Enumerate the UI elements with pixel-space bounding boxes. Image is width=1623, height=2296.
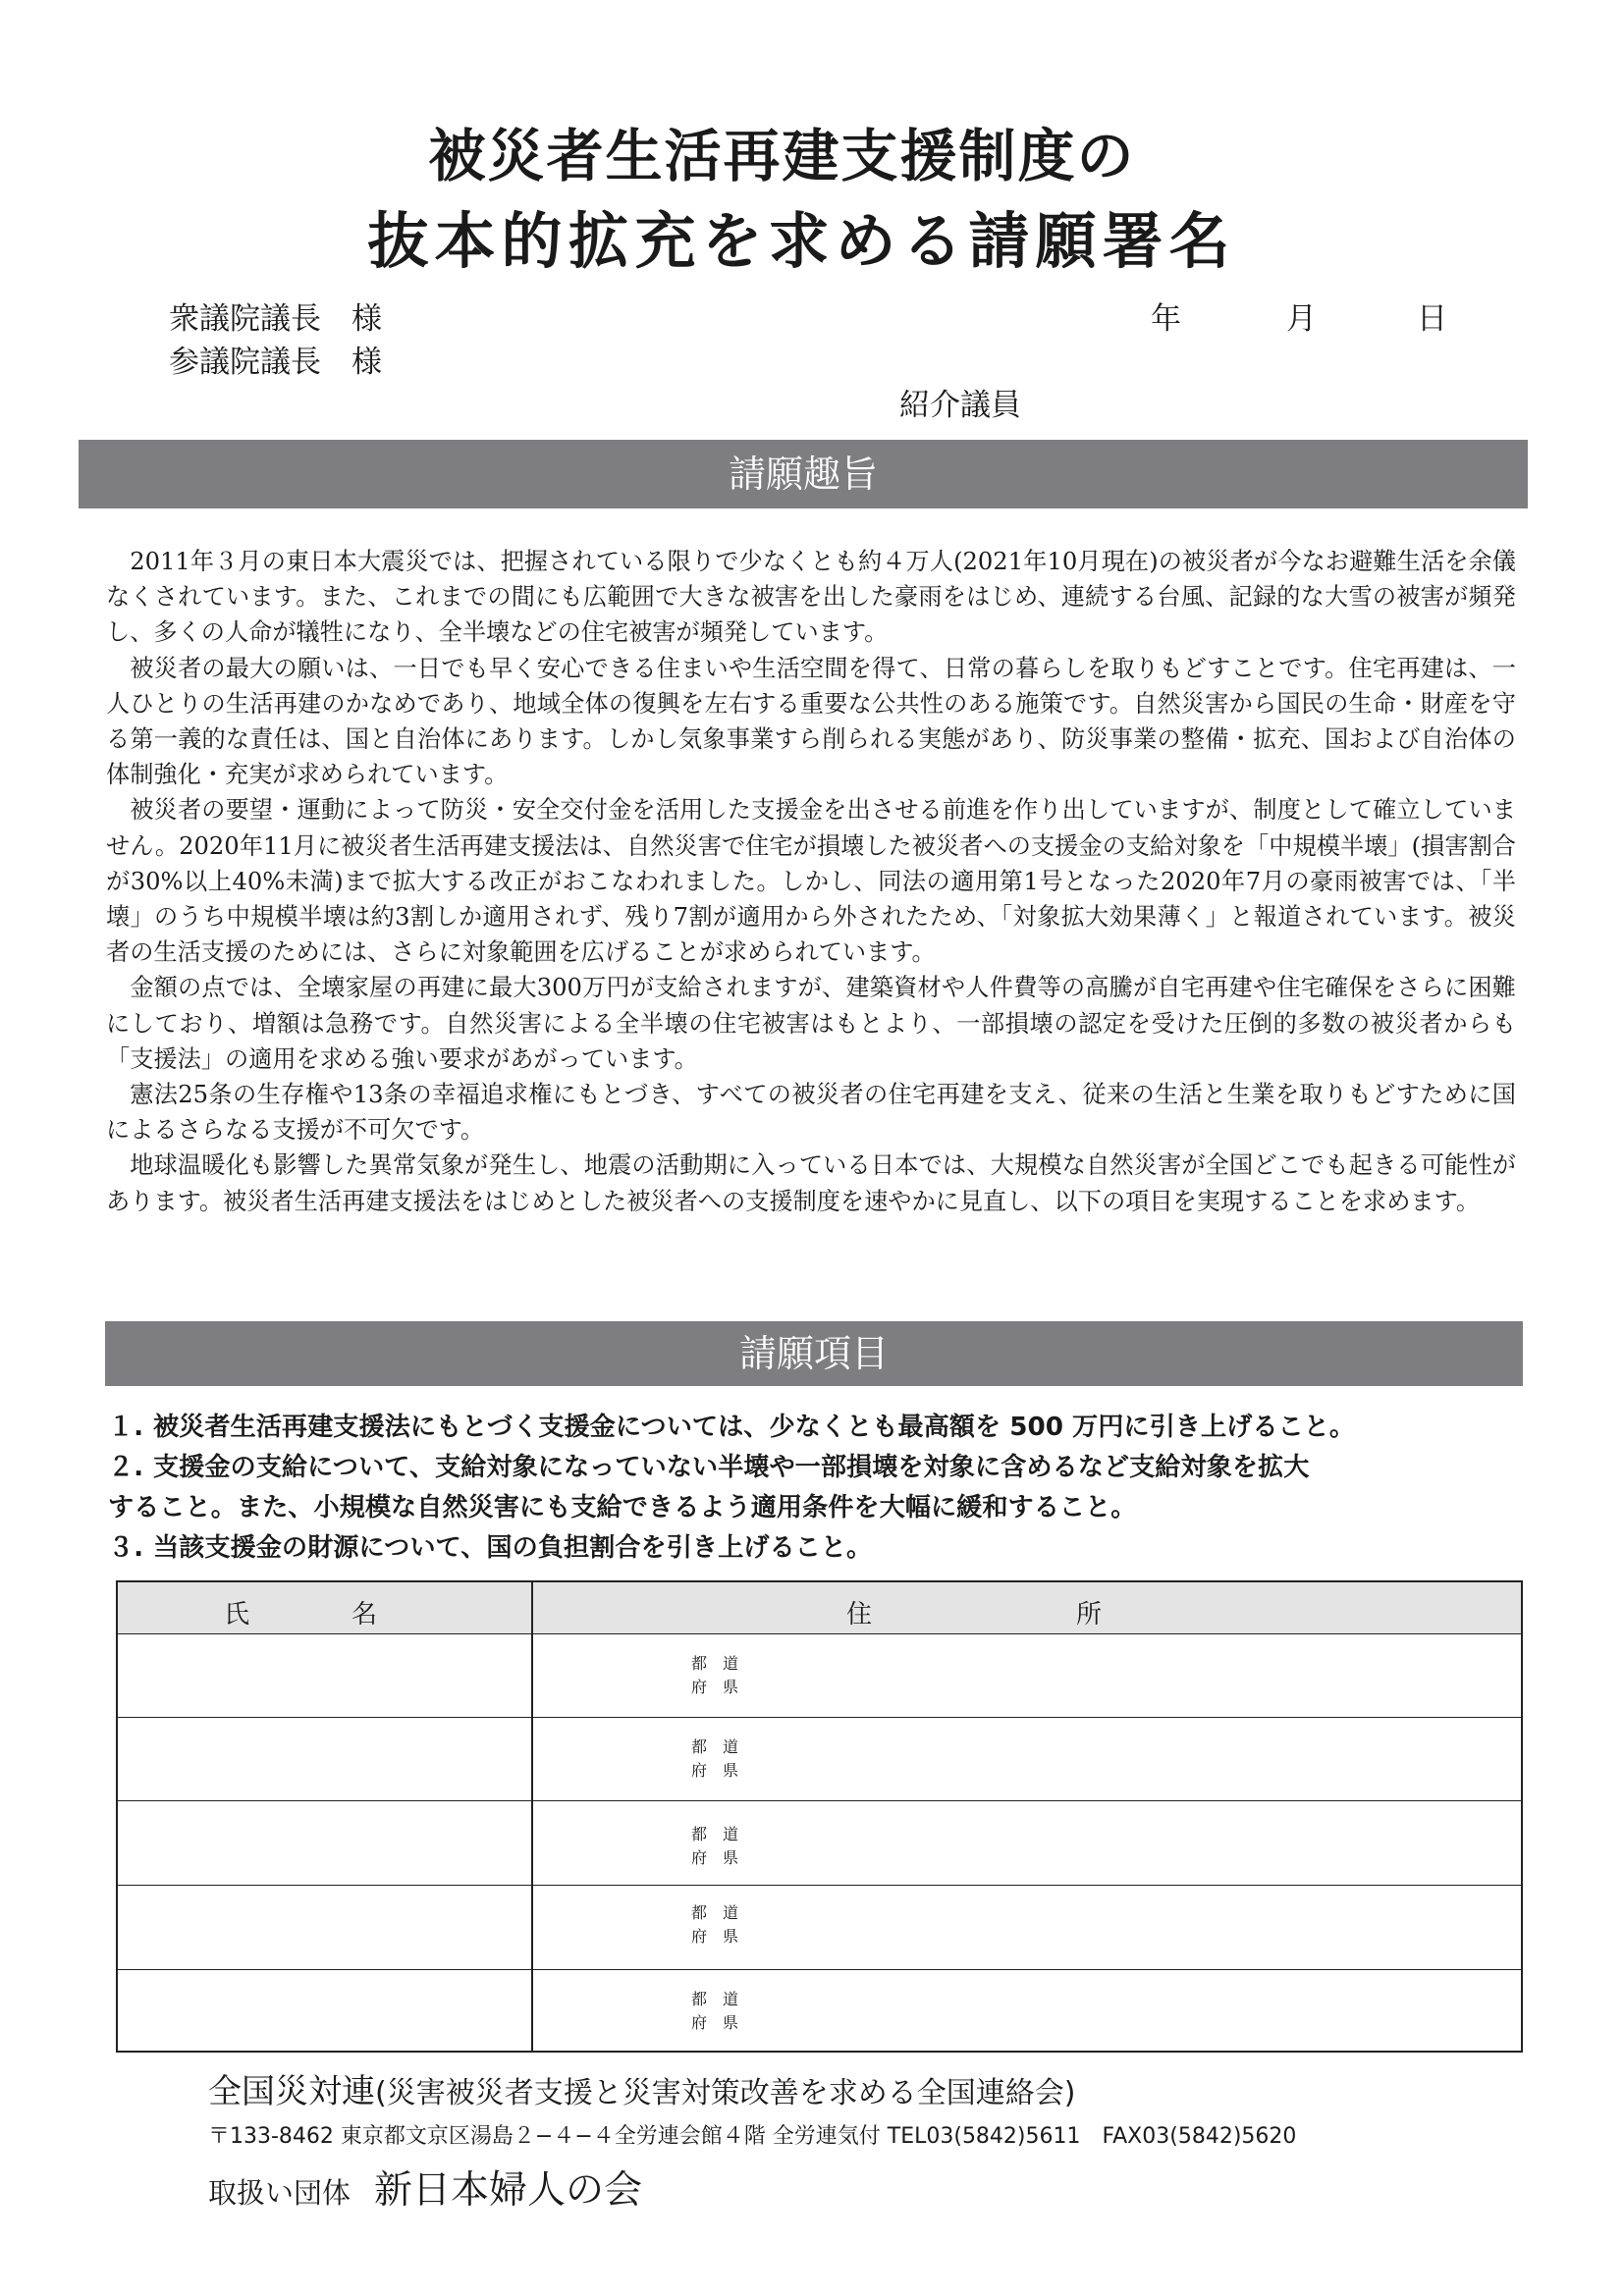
organization-name — [208, 2064, 1075, 2112]
item-number: ３. — [108, 1533, 144, 1563]
signature-row[interactable] — [118, 1634, 1521, 1718]
items-heading: 請願項目 — [105, 1321, 1523, 1386]
item-text: 当該支援金の財源について、国の負担割合を引き上げること。 — [153, 1533, 873, 1563]
handling-organization — [208, 2160, 642, 2215]
item-number: １. — [108, 1413, 144, 1442]
purpose-heading: 請願趣旨 — [79, 440, 1528, 508]
org-full-name: (災害被災者支援と災害対策改善を求める全国連絡会) — [375, 2076, 1076, 2110]
org-short-name: 全国災対連 — [208, 2072, 375, 2111]
date-day-label: 日 — [1417, 301, 1447, 337]
signature-row[interactable] — [118, 1718, 1521, 1801]
purpose-paragraph: 憲法25条の生存権や13条の幸福追求権にもとづき、すべての被災者の住宅再建を支え、従来の生活と生業を取りもどすために国によるさらなる支援が不可欠です。 — [106, 1081, 1516, 1145]
purpose-paragraph: 被災者の要望・運動によって防災・安全交付金を活用した支援金を出させる前進を作り出していますが、制度として確立していません。2020年11月に被災者生活再建支援法は、自然災害で住宅が損壊した被災者への支援金の支給対象を「中規模半壊」(損害割合が30%以上40%未満)まで拡大する改正がおこなわれました。しかし、同法の適用第1号となった2020年7月の豪雨被害では、「半壊」のうち中規模半壊は約3割しか適用されず、残り7割が適用から外されたため、「対象拡大効果薄く」と報道されています。被災者の生活支援のためには、さらに対象範囲を広げることが求められています。 — [106, 796, 1516, 967]
item-number: ２. — [108, 1453, 144, 1482]
petition-item-continuation: すること。また、小規模な自然災害にも支給できるよう適用条件を大幅に緩和すること。 — [108, 1493, 1137, 1522]
petition-item — [108, 1408, 1532, 1448]
purpose-paragraph: 2011年３月の東日本大震災では、把握されている限りで少なくとも約４万人(2021年10月現在)の被災者が今なお避難生活を余儀なくされています。また、これまでの間にも広範囲で大きな被害を出した豪雨をはじめ、連続する台風、記録的な大雪の被害が頻発し、多くの人命が犠牲になり、全半壊などの住宅被害が頻発しています。 — [106, 548, 1516, 647]
organization-address: 〒133-8462 東京都文京区湯島２−４−４全労連会館４階 全労連気付 TEL03(5842)5611 FAX03(5842)5620 — [208, 2124, 1297, 2149]
petition-title-line2: 抜本的拡充を求める請願署名 — [367, 205, 1236, 277]
date-month-label: 月 — [1286, 301, 1317, 337]
addressee-house-of-representatives: 衆議院議長 様 — [169, 301, 382, 337]
signature-row[interactable] — [118, 1801, 1521, 1886]
petition-title-line1: 被災者生活再建支援制度の — [428, 123, 1136, 189]
petition-item — [108, 1528, 1532, 1569]
item-text: 被災者生活再建支援法にもとづく支援金については、少なくとも最高額を 500 万円に引き上げること。 — [153, 1413, 1356, 1442]
signature-table-header — [118, 1582, 1521, 1634]
handler-label: 取扱い団体 — [208, 2176, 352, 2210]
prefecture-label: 都 道 府 県 — [691, 1825, 739, 1867]
prefecture-label: 都 道 府 県 — [691, 1654, 739, 1696]
signature-table — [116, 1580, 1523, 2053]
signature-row[interactable] — [118, 1886, 1521, 1970]
signature-row[interactable] — [118, 1970, 1521, 2053]
item-text: 支援金の支給について、支給対象になっていない半壊や一部損壊を対象に含めるなど支給対象を拡大 — [153, 1453, 1310, 1482]
petition-item — [108, 1448, 1532, 1488]
purpose-paragraph: 被災者の最大の願いは、一日でも早く安心できる住まいや生活空間を得て、日常の暮らしを取りもどすことです。住宅再建は、一人ひとりの生活再建のかなめであり、地域全体の復興を左右する重要な公共性のある施策です。自然災害から国民の生命・財産を守る第一義的な責任は、国と自治体にあります。しかし気象事業すら削られる実態があり、防災事業の整備・拡充、国および自治体の体制強化・充実が求められています。 — [106, 654, 1516, 789]
date-year-label: 年 — [1151, 301, 1181, 337]
handler-name: 新日本婦人の会 — [374, 2168, 643, 2213]
prefecture-label: 都 道 府 県 — [691, 1737, 739, 1780]
purpose-paragraph: 地球温暖化も影響した異常気象が発生し、地震の活動期に入っている日本では、大規模な自然災害が全国どこでも起きる可能性があります。被災者生活再建支援法をはじめとした被災者への支援制度を速やかに見直し、以下の項目を実現することを求めます。 — [106, 1151, 1516, 1215]
purpose-paragraph: 金額の点では、全壊家屋の再建に最大300万円が支給されますが、建築資材や人件費等の高騰が自宅再建や住宅確保をさらに困難にしており、増額は急務です。自然災害による全半壊の住宅被害はもとより、一部損壊の認定を受けた圧倒的多数の被災者からも「支援法」の適用を求める強い要求があがっています。 — [106, 974, 1516, 1073]
column-divider — [531, 1582, 533, 2051]
addressee-house-of-councillors: 参議院議長 様 — [169, 345, 382, 380]
purpose-body — [106, 544, 1516, 1219]
prefecture-label: 都 道 府 県 — [691, 1990, 739, 2032]
name-column-header: 氏 名 — [224, 1600, 378, 1629]
address-column-header: 住 所 — [846, 1600, 1103, 1629]
petition-items-list — [108, 1408, 1532, 1569]
prefecture-label: 都 道 府 県 — [691, 1903, 739, 1946]
introducer-label: 紹介議員 — [899, 388, 1021, 423]
